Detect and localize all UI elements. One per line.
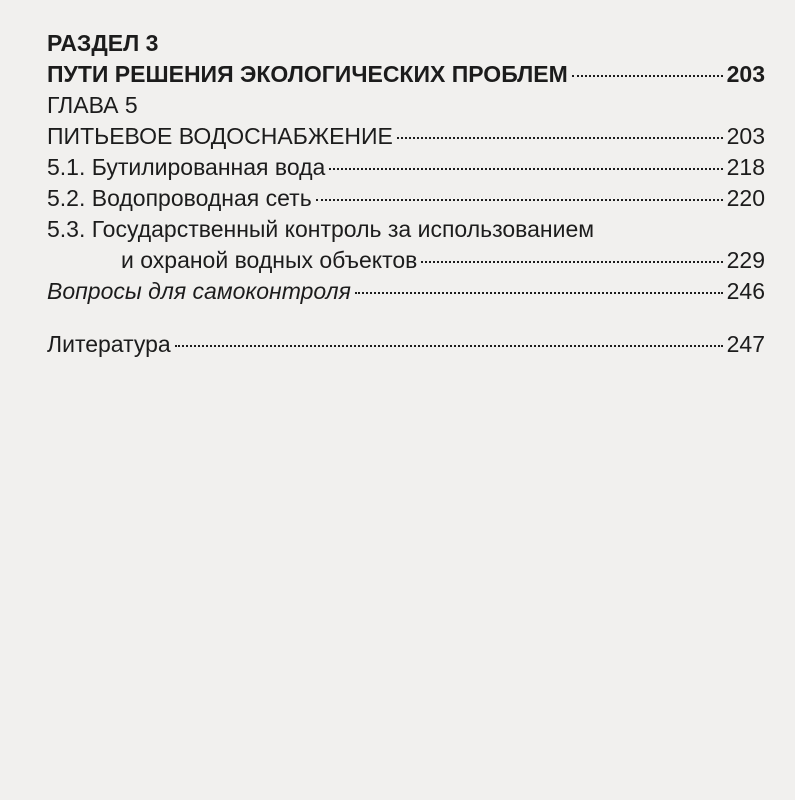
chapter-title: ПИТЬЕВОЕ ВОДОСНАБЖЕНИЕ — [47, 123, 393, 149]
questions-page: 246 — [726, 278, 765, 304]
spacer — [47, 307, 765, 329]
dot-leader — [397, 137, 723, 139]
section-title-line — [47, 59, 765, 90]
dot-leader — [572, 75, 723, 77]
toc-item-label: 5.1. Бутилированная вода — [47, 154, 326, 180]
literature-label: Литература — [47, 331, 171, 357]
toc-item-5-3-continuation — [47, 245, 765, 276]
table-of-contents — [47, 28, 765, 360]
toc-item-5-3 — [47, 214, 765, 245]
section-page: 203 — [726, 61, 765, 87]
questions-label: Вопросы для самоконтроля — [47, 278, 351, 304]
toc-item-5-2 — [47, 183, 765, 214]
toc-item-continuation: и охраной водных объектов — [121, 247, 418, 273]
chapter-page: 203 — [726, 123, 765, 149]
toc-item-label: 5.3. Государственный контроль за использованием — [47, 216, 595, 242]
toc-item-5-1 — [47, 152, 765, 183]
toc-item-page: 220 — [726, 185, 765, 211]
chapter-title-line — [47, 121, 765, 152]
toc-item-label: 5.2. Водопроводная сеть — [47, 185, 312, 211]
questions-line — [47, 276, 765, 307]
chapter-label: ГЛАВА 5 — [47, 92, 138, 118]
literature-line — [47, 329, 765, 360]
dot-leader — [175, 345, 723, 347]
toc-item-page: 218 — [726, 154, 765, 180]
dot-leader — [329, 168, 722, 170]
chapter-label-line — [47, 90, 765, 121]
dot-leader — [355, 292, 723, 294]
section-label-line — [47, 28, 765, 59]
dot-leader — [421, 261, 722, 263]
section-title: ПУТИ РЕШЕНИЯ ЭКОЛОГИЧЕСКИХ ПРОБЛЕМ — [47, 61, 568, 87]
section-label: РАЗДЕЛ 3 — [47, 30, 159, 56]
dot-leader — [316, 199, 723, 201]
literature-page: 247 — [726, 331, 765, 357]
toc-item-page: 229 — [726, 247, 765, 273]
